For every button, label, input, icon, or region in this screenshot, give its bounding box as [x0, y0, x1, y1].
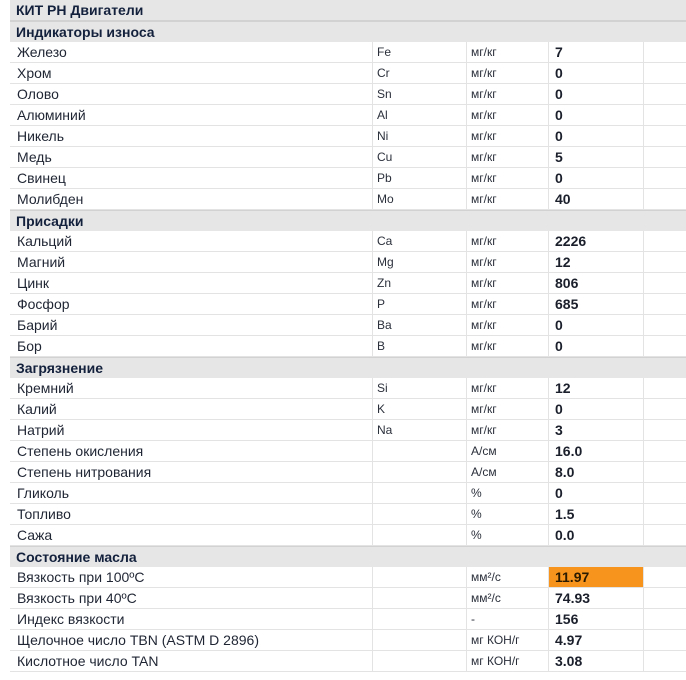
parameter-name: Щелочное число TBN (ASTM D 2896) [17, 632, 259, 648]
parameter-name: Магний [17, 254, 66, 270]
table-row [10, 399, 686, 420]
unit-cell: мг/кг [466, 168, 548, 188]
section-header [10, 357, 686, 378]
element-symbol [372, 609, 466, 629]
value-cell: 0 [548, 105, 643, 125]
parameter-name: Олово [17, 86, 59, 102]
parameter-name: Индекс вязкости [17, 611, 125, 627]
empty-cell [643, 105, 686, 125]
parameter-name: Медь [17, 149, 52, 165]
unit-cell: А/см [466, 462, 548, 482]
element-symbol [372, 588, 466, 608]
section-header [10, 546, 686, 567]
element-symbol: Cr [372, 63, 466, 83]
unit-cell: мм²/с [466, 588, 548, 608]
table-title-row [10, 0, 686, 21]
unit-cell: мг/кг [466, 252, 548, 272]
table-row [10, 651, 686, 672]
parameter-name: Топливо [17, 506, 71, 522]
empty-cell [643, 189, 686, 209]
empty-cell [643, 231, 686, 251]
empty-cell [643, 84, 686, 104]
element-symbol [372, 525, 466, 545]
element-symbol: Ca [372, 231, 466, 251]
value-cell: 74.93 [548, 588, 643, 608]
table-row [10, 567, 686, 588]
parameter-name: Гликоль [17, 485, 70, 501]
unit-cell: мг/кг [466, 42, 548, 62]
table-row [10, 273, 686, 294]
parameter-name: Кремний [17, 380, 74, 396]
sections-container [10, 21, 686, 672]
parameter-name: Натрий [17, 422, 65, 438]
value-cell: 11.97 [548, 567, 643, 587]
empty-cell [643, 399, 686, 419]
unit-cell: мг/кг [466, 147, 548, 167]
unit-cell: мг/кг [466, 399, 548, 419]
table-row [10, 462, 686, 483]
table-row [10, 294, 686, 315]
element-symbol [372, 651, 466, 671]
value-cell: 5 [548, 147, 643, 167]
value-cell: 0 [548, 63, 643, 83]
unit-cell: мг/кг [466, 273, 548, 293]
value-cell: 16.0 [548, 441, 643, 461]
value-cell: 4.97 [548, 630, 643, 650]
table-row [10, 630, 686, 651]
element-symbol: Pb [372, 168, 466, 188]
element-symbol [372, 462, 466, 482]
element-symbol [372, 504, 466, 524]
element-symbol: Ni [372, 126, 466, 146]
value-cell: 0 [548, 84, 643, 104]
parameter-name: Вязкость при 100ºC [17, 569, 145, 585]
element-symbol: Zn [372, 273, 466, 293]
unit-cell: % [466, 525, 548, 545]
parameter-name: Степень нитрования [17, 464, 152, 480]
unit-cell: мг/кг [466, 378, 548, 398]
empty-cell [643, 441, 686, 461]
value-cell: 7 [548, 42, 643, 62]
table-row [10, 63, 686, 84]
empty-cell [643, 378, 686, 398]
unit-cell: мг КОН/г [466, 651, 548, 671]
value-cell: 1.5 [548, 504, 643, 524]
value-cell: 0 [548, 399, 643, 419]
parameter-name: Свинец [17, 170, 66, 186]
empty-cell [643, 294, 686, 314]
unit-cell: А/см [466, 441, 548, 461]
element-symbol: Sn [372, 84, 466, 104]
element-symbol: B [372, 336, 466, 356]
parameter-name: Цинк [17, 275, 50, 291]
value-cell: 40 [548, 189, 643, 209]
table-row [10, 336, 686, 357]
element-symbol: K [372, 399, 466, 419]
table-row [10, 483, 686, 504]
element-symbol: Mo [372, 189, 466, 209]
empty-cell [643, 126, 686, 146]
unit-cell: мг/кг [466, 84, 548, 104]
value-cell: 0.0 [548, 525, 643, 545]
value-cell: 3 [548, 420, 643, 440]
element-symbol: Na [372, 420, 466, 440]
empty-cell [643, 273, 686, 293]
value-cell: 12 [548, 378, 643, 398]
section-header [10, 210, 686, 231]
element-symbol: Fe [372, 42, 466, 62]
element-symbol: Cu [372, 147, 466, 167]
element-symbol: Mg [372, 252, 466, 272]
empty-cell [643, 420, 686, 440]
empty-cell [643, 567, 686, 587]
empty-cell [643, 336, 686, 356]
parameter-name: Железо [17, 44, 67, 60]
empty-cell [643, 651, 686, 671]
parameter-name: Фосфор [17, 296, 70, 312]
parameter-name: Калий [17, 401, 57, 417]
empty-cell [643, 42, 686, 62]
element-symbol [372, 483, 466, 503]
parameter-name: Бор [17, 338, 42, 354]
empty-cell [643, 462, 686, 482]
value-cell: 8.0 [548, 462, 643, 482]
unit-cell: % [466, 504, 548, 524]
empty-cell [643, 630, 686, 650]
unit-cell: - [466, 609, 548, 629]
element-symbol [372, 630, 466, 650]
empty-cell [643, 588, 686, 608]
table-row [10, 252, 686, 273]
unit-cell: мг/кг [466, 294, 548, 314]
section-header [10, 21, 686, 42]
unit-cell: мм²/с [466, 567, 548, 587]
value-cell: 685 [548, 294, 643, 314]
unit-cell: мг/кг [466, 420, 548, 440]
parameter-name: Сажа [17, 527, 53, 543]
parameter-name: Кальций [17, 233, 73, 249]
empty-cell [643, 315, 686, 335]
empty-cell [643, 525, 686, 545]
section-title: Состояние масла [16, 549, 137, 565]
value-cell: 0 [548, 483, 643, 503]
value-cell: 3.08 [548, 651, 643, 671]
element-symbol: Al [372, 105, 466, 125]
element-symbol [372, 567, 466, 587]
value-cell: 0 [548, 315, 643, 335]
section-title: Загрязнение [16, 360, 103, 376]
unit-cell: % [466, 483, 548, 503]
parameter-name: Никель [17, 128, 64, 144]
table-row [10, 42, 686, 63]
empty-cell [643, 483, 686, 503]
parameter-name: Барий [17, 317, 58, 333]
value-cell: 0 [548, 168, 643, 188]
section-title: Индикаторы износа [16, 24, 155, 40]
table-row [10, 441, 686, 462]
element-symbol: Ba [372, 315, 466, 335]
table-row [10, 231, 686, 252]
table-row [10, 126, 686, 147]
unit-cell: мг/кг [466, 231, 548, 251]
unit-cell: мг/кг [466, 63, 548, 83]
table-row [10, 147, 686, 168]
table-row [10, 525, 686, 546]
section-title: Присадки [16, 213, 84, 229]
parameter-name: Молибден [17, 191, 84, 207]
empty-cell [643, 63, 686, 83]
parameter-name: Степень окисления [17, 443, 144, 459]
value-cell: 806 [548, 273, 643, 293]
parameter-name: Алюминий [17, 107, 86, 123]
unit-cell: мг КОН/г [466, 630, 548, 650]
table-row [10, 504, 686, 525]
empty-cell [643, 168, 686, 188]
element-symbol: Si [372, 378, 466, 398]
table-title: КИТ РН Двигатели [16, 2, 144, 18]
table-row [10, 105, 686, 126]
empty-cell [643, 504, 686, 524]
value-cell: 156 [548, 609, 643, 629]
table-row [10, 168, 686, 189]
element-symbol: P [372, 294, 466, 314]
value-cell: 0 [548, 126, 643, 146]
table-row [10, 315, 686, 336]
value-cell: 0 [548, 336, 643, 356]
parameter-name: Кислотное число TAN [17, 653, 159, 669]
empty-cell [643, 147, 686, 167]
empty-cell [643, 609, 686, 629]
table-row [10, 588, 686, 609]
table-row [10, 189, 686, 210]
unit-cell: мг/кг [466, 105, 548, 125]
unit-cell: мг/кг [466, 336, 548, 356]
table-row [10, 84, 686, 105]
table-row [10, 609, 686, 630]
parameter-name: Хром [17, 65, 52, 81]
value-cell: 12 [548, 252, 643, 272]
unit-cell: мг/кг [466, 189, 548, 209]
table-row [10, 378, 686, 399]
oil-analysis-table [10, 0, 686, 672]
unit-cell: мг/кг [466, 126, 548, 146]
element-symbol [372, 441, 466, 461]
empty-cell [643, 252, 686, 272]
parameter-name: Вязкость при 40ºC [17, 590, 137, 606]
table-row [10, 420, 686, 441]
value-cell: 2226 [548, 231, 643, 251]
unit-cell: мг/кг [466, 315, 548, 335]
